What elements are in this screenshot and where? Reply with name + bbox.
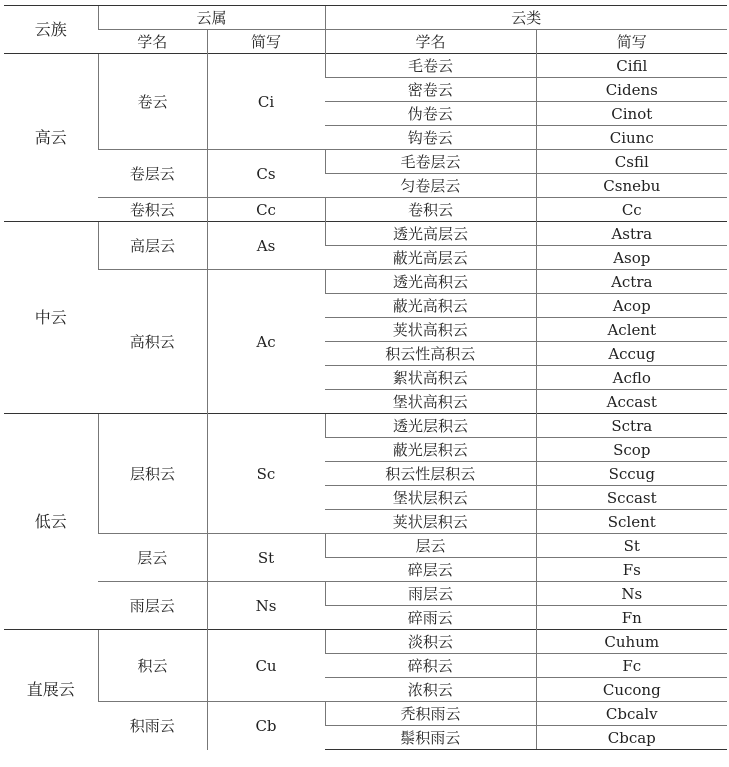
species-abbr-cell: St	[536, 534, 727, 558]
header-genus-sci-name: 学名	[98, 30, 207, 54]
species-abbr-cell: Fn	[536, 606, 727, 630]
species-abbr-cell: Cuhum	[536, 630, 727, 654]
genus-abbr-cell: Cc	[207, 198, 325, 222]
family-cell: 中云	[4, 222, 98, 414]
genus-abbr-cell: Cb	[207, 702, 325, 750]
species-cell: 浓积云	[325, 678, 536, 702]
species-abbr-cell: Csnebu	[536, 174, 727, 198]
family-cell: 低云	[4, 414, 98, 630]
table-row	[4, 198, 727, 222]
genus-abbr-cell: Ns	[207, 582, 325, 630]
species-abbr-cell: Scop	[536, 438, 727, 462]
species-abbr-cell: Acflo	[536, 366, 727, 390]
species-cell: 钩卷云	[325, 126, 536, 150]
genus-cell: 高层云	[98, 222, 207, 270]
genus-cell: 高积云	[98, 270, 207, 414]
table-row	[4, 702, 727, 726]
species-abbr-cell: Acop	[536, 294, 727, 318]
genus-abbr-cell: Ci	[207, 54, 325, 150]
species-cell: 絮状高积云	[325, 366, 536, 390]
species-abbr-cell: Accast	[536, 390, 727, 414]
family-cell: 高云	[4, 54, 98, 222]
genus-cell: 卷云	[98, 54, 207, 150]
table-row	[4, 414, 727, 438]
species-cell: 蔽光高积云	[325, 294, 536, 318]
species-cell: 卷积云	[325, 198, 536, 222]
species-cell: 透光高积云	[325, 270, 536, 294]
genus-abbr-cell: Cs	[207, 150, 325, 198]
species-abbr-cell: Cifil	[536, 54, 727, 78]
species-abbr-cell: Ns	[536, 582, 727, 606]
header-species-sci-name: 学名	[325, 30, 536, 54]
species-cell: 积云性高积云	[325, 342, 536, 366]
species-cell: 蔽光高层云	[325, 246, 536, 270]
header-family: 云族	[4, 6, 98, 54]
species-cell: 荚状层积云	[325, 510, 536, 534]
species-abbr-cell: Astra	[536, 222, 727, 246]
species-cell: 透光层积云	[325, 414, 536, 438]
header-genus-abbr: 简写	[207, 30, 325, 54]
genus-cell: 卷层云	[98, 150, 207, 198]
genus-cell: 雨层云	[98, 582, 207, 630]
species-cell: 透光高层云	[325, 222, 536, 246]
species-cell: 积云性层积云	[325, 462, 536, 486]
genus-cell: 积云	[98, 630, 207, 702]
species-cell: 碎积云	[325, 654, 536, 678]
species-cell: 碎雨云	[325, 606, 536, 630]
species-cell: 蔽光层积云	[325, 438, 536, 462]
species-abbr-cell: Aclent	[536, 318, 727, 342]
species-cell: 毛卷云	[325, 54, 536, 78]
table-row	[4, 630, 727, 654]
species-cell: 秃积雨云	[325, 702, 536, 726]
species-cell: 匀卷层云	[325, 174, 536, 198]
species-abbr-cell: Ciunc	[536, 126, 727, 150]
genus-abbr-cell: St	[207, 534, 325, 582]
genus-cell: 层云	[98, 534, 207, 582]
species-abbr-cell: Fc	[536, 654, 727, 678]
genus-abbr-cell: Ac	[207, 270, 325, 414]
table-row	[4, 222, 727, 246]
species-cell: 淡积云	[325, 630, 536, 654]
species-cell: 密卷云	[325, 78, 536, 102]
species-cell: 堡状层积云	[325, 486, 536, 510]
species-cell: 层云	[325, 534, 536, 558]
genus-cell: 卷积云	[98, 198, 207, 222]
table-row	[4, 150, 727, 174]
genus-cell: 积雨云	[98, 702, 207, 750]
family-cell: 直展云	[4, 630, 98, 750]
species-cell: 堡状高积云	[325, 390, 536, 414]
species-cell: 伪卷云	[325, 102, 536, 126]
header-species-abbr: 简写	[536, 30, 727, 54]
species-cell: 荚状高积云	[325, 318, 536, 342]
species-abbr-cell: Fs	[536, 558, 727, 582]
genus-abbr-cell: As	[207, 222, 325, 270]
species-abbr-cell: Sccug	[536, 462, 727, 486]
table-row	[4, 270, 727, 294]
species-cell: 鬃积雨云	[325, 726, 536, 750]
species-abbr-cell: Asop	[536, 246, 727, 270]
genus-abbr-cell: Sc	[207, 414, 325, 534]
species-abbr-cell: Cc	[536, 198, 727, 222]
genus-cell: 层积云	[98, 414, 207, 534]
species-cell: 雨层云	[325, 582, 536, 606]
species-abbr-cell: Cucong	[536, 678, 727, 702]
table-row	[4, 582, 727, 606]
table-row	[4, 54, 727, 78]
species-abbr-cell: Csfil	[536, 150, 727, 174]
species-abbr-cell: Cbcalv	[536, 702, 727, 726]
header-row-2	[4, 30, 727, 54]
species-abbr-cell: Actra	[536, 270, 727, 294]
header-genus: 云属	[98, 6, 325, 30]
table-row	[4, 534, 727, 558]
species-abbr-cell: Sccast	[536, 486, 727, 510]
species-cell: 碎层云	[325, 558, 536, 582]
species-abbr-cell: Sctra	[536, 414, 727, 438]
species-abbr-cell: Accug	[536, 342, 727, 366]
cloud-classification-table	[4, 5, 727, 750]
species-abbr-cell: Cbcap	[536, 726, 727, 750]
species-abbr-cell: Cinot	[536, 102, 727, 126]
species-abbr-cell: Sclent	[536, 510, 727, 534]
species-abbr-cell: Cidens	[536, 78, 727, 102]
header-row-1	[4, 6, 727, 30]
header-species: 云类	[325, 6, 727, 30]
species-cell: 毛卷层云	[325, 150, 536, 174]
genus-abbr-cell: Cu	[207, 630, 325, 702]
